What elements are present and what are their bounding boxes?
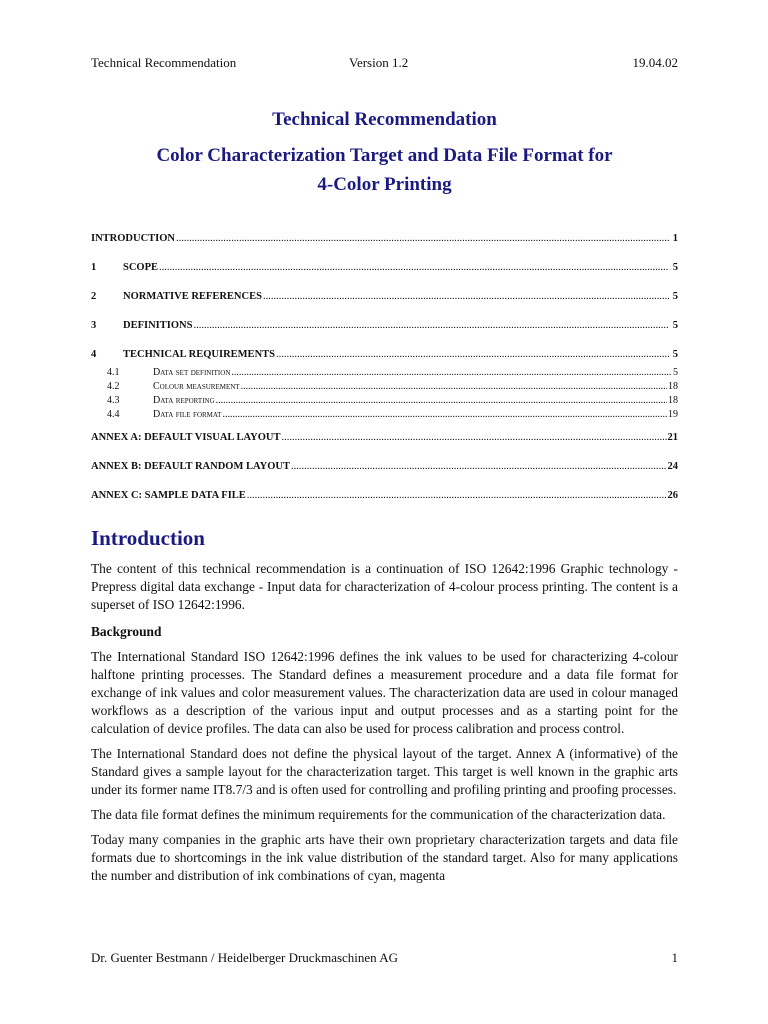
- toc-leader: [241, 380, 667, 394]
- paragraph: The content of this technical recommendation is a continuation of ISO 12642:1996 Graphic technology - Prepress digital data exchange - Input data for characterization of 4-colour process printing. The content is a superset of ISO 12642:1996.: [91, 561, 678, 612]
- toc-page: 1: [672, 233, 678, 244]
- title-line-2: Color Characterization Target and Data File Format for: [156, 145, 613, 166]
- toc-page: 26: [667, 490, 678, 501]
- toc-leader: [159, 260, 669, 275]
- toc-leader: [263, 289, 669, 304]
- toc-entry-annex-b[interactable]: [91, 459, 678, 474]
- toc-label: INTRODUCTION: [91, 233, 176, 244]
- toc-leader: [231, 366, 672, 380]
- toc-page: 5: [672, 349, 678, 360]
- toc-label: ANNEX B: DEFAULT RANDOM LAYOUT: [91, 461, 290, 472]
- sub-heading: Background: [91, 624, 162, 639]
- body-content: [91, 525, 678, 892]
- toc-page: 24: [667, 461, 678, 472]
- toc-entry-annex-a[interactable]: [91, 430, 678, 445]
- toc-leader: [176, 231, 669, 246]
- toc-number: 1: [91, 262, 97, 273]
- toc-sub-entry[interactable]: [91, 408, 678, 422]
- toc-label: Colour measurement: [153, 381, 240, 392]
- document-title: [91, 107, 678, 199]
- toc-page: 5: [672, 262, 678, 273]
- toc-sub-entry[interactable]: [91, 366, 678, 380]
- toc-number: 4.3: [107, 395, 120, 406]
- toc-label: NORMATIVE REFERENCES: [123, 291, 262, 302]
- toc-page: 5: [672, 291, 678, 302]
- paragraph: The International Standard ISO 12642:1996 defines the ink values to be used for characterizing 4-colour halftone printing processes. The Standard defines a measurement procedure and a data file format for exchange of ink values and color measurement values. The characterization data are used in colour managed workflows as a description of the various input and output processes and as a starting point for the calculation of device profiles. The data can also be used for process calibration and process control.: [91, 649, 678, 736]
- running-header: [91, 55, 678, 73]
- toc-label: SCOPE: [123, 262, 159, 273]
- title-line-1: Technical Recommendation: [272, 109, 497, 130]
- toc-page: 5: [672, 320, 678, 331]
- toc-leader: [247, 488, 667, 503]
- toc-page: 5: [673, 367, 678, 378]
- toc-entry-annex-c[interactable]: [91, 488, 678, 503]
- paragraph: Today many companies in the graphic arts have their own proprietary characterization targets and data file formats due to shortcomings in the ink value distribution of the standard target. Also for many applications the number and distribution of ink combinations of cyan, magenta: [91, 832, 678, 883]
- toc-page: 19: [668, 409, 678, 420]
- toc-leader: [281, 430, 666, 445]
- toc-label: DEFINITIONS: [123, 320, 193, 331]
- paragraph: The International Standard does not define the physical layout of the target. Annex A (informative) of the Standard gives a sample layout for the characterization target. This target is well known in the graphic arts under its former name IT8.7/3 and is often used for controlling and profiling printing and proofing processes.: [91, 746, 678, 797]
- section-heading: Introduction: [91, 526, 205, 550]
- toc-leader: [216, 394, 667, 408]
- header-version: Version 1.2: [349, 55, 409, 70]
- toc-label: TECHNICAL REQUIREMENTS: [123, 349, 275, 360]
- title-line-3: 4-Color Printing: [317, 174, 452, 195]
- paragraph: The data file format defines the minimum requirements for the communication of the characterization data.: [91, 807, 666, 822]
- toc-label: Data set definition: [153, 367, 231, 378]
- toc-leader: [276, 347, 669, 362]
- toc-number: 2: [91, 291, 97, 302]
- toc-number: 4.1: [107, 367, 120, 378]
- toc-number: 4.4: [107, 409, 120, 420]
- toc-entry-normative-references[interactable]: [91, 289, 678, 304]
- toc-number: 3: [91, 320, 97, 331]
- toc-number: 4.2: [107, 381, 120, 392]
- toc-label: ANNEX A: DEFAULT VISUAL LAYOUT: [91, 432, 281, 443]
- toc-leader: [222, 408, 667, 422]
- table-of-contents: [91, 231, 678, 517]
- toc-leader: [291, 459, 667, 474]
- header-date: 19.04.02: [632, 55, 678, 70]
- toc-subsections: [91, 366, 678, 422]
- document-page: [91, 0, 678, 1024]
- toc-label: Data file format: [153, 409, 222, 420]
- toc-entry-scope[interactable]: [91, 260, 678, 275]
- toc-page: 18: [668, 395, 678, 406]
- toc-entry-technical-requirements[interactable]: [91, 347, 678, 362]
- page-number: 1: [671, 950, 678, 965]
- header-doc-type: Technical Recommendation: [91, 55, 237, 70]
- toc-entry-definitions[interactable]: [91, 318, 678, 333]
- toc-label: ANNEX C: SAMPLE DATA FILE: [91, 490, 246, 501]
- running-footer: [91, 950, 678, 968]
- toc-page: 18: [668, 381, 678, 392]
- toc-leader: [193, 318, 669, 333]
- toc-sub-entry[interactable]: [91, 394, 678, 408]
- toc-label: Data reporting: [153, 395, 215, 406]
- toc-entry-introduction[interactable]: [91, 231, 678, 246]
- footer-author: Dr. Guenter Bestmann / Heidelberger Druckmaschinen AG: [91, 950, 398, 965]
- toc-page: 21: [667, 432, 678, 443]
- toc-number: 4: [91, 349, 97, 360]
- toc-sub-entry[interactable]: [91, 380, 678, 394]
